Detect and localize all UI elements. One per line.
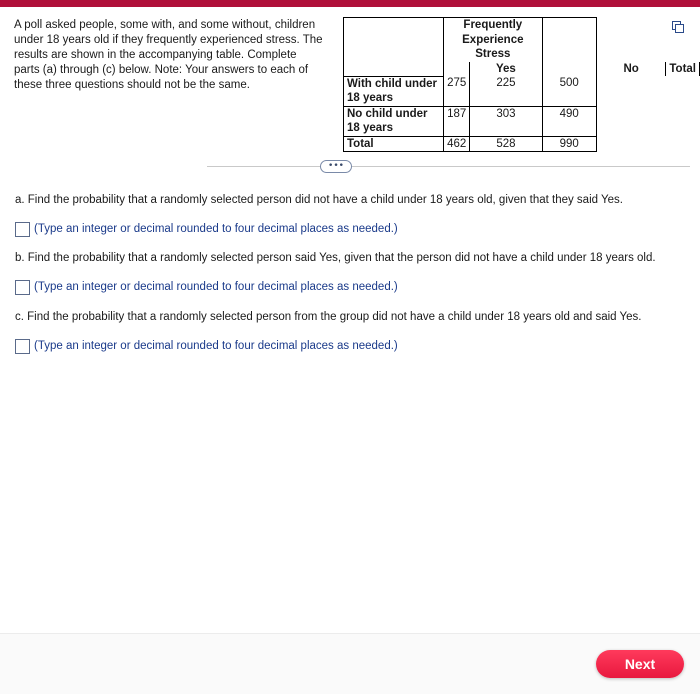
row-label: Total (344, 136, 444, 152)
more-options-button[interactable]: ••• (320, 160, 352, 173)
table-row (344, 106, 700, 136)
problem-line: parts (a) through (c) below. Note: Your answers to each of (14, 64, 309, 76)
problem-statement (14, 18, 340, 93)
cell-total: 500 (542, 76, 596, 106)
row-label: No child under 18 years (344, 106, 444, 136)
row-label: With child under 18 years (344, 76, 444, 106)
cell-yes: 187 (444, 106, 470, 136)
cell-yes: 275 (444, 76, 470, 106)
problem-line: these three questions should not be the same. (14, 79, 250, 91)
next-button[interactable]: Next (596, 650, 684, 678)
question-a: a. Find the probability that a randomly selected person did not have a child under 18 years old, given that they said Yes. (15, 194, 623, 206)
table-row (344, 76, 700, 106)
cell-no: 528 (470, 136, 542, 152)
col-header-total: Total (666, 62, 700, 77)
top-brand-bar (0, 0, 700, 7)
question-b: b. Find the probability that a randomly selected person said Yes, given that the person did not have a child under 18 years old. (15, 252, 656, 264)
answer-input-a[interactable] (15, 222, 30, 237)
table-group-header: Frequently Experience Stress (444, 18, 542, 62)
answer-row-c (15, 337, 398, 355)
cell-yes: 462 (444, 136, 470, 152)
table-corner-cell (344, 18, 444, 77)
answer-input-b[interactable] (15, 280, 30, 295)
col-header-no: No (596, 62, 665, 77)
copy-icon[interactable] (672, 21, 684, 33)
problem-line: results are shown in the accompanying table. Complete (14, 49, 297, 61)
footer-bar (0, 634, 700, 694)
table-row (344, 136, 700, 152)
answer-hint: (Type an integer or decimal rounded to four decimal places as needed.) (34, 223, 398, 235)
answer-row-b (15, 278, 398, 296)
stress-data-table (343, 17, 700, 152)
problem-line: A poll asked people, some with, and some without, children (14, 19, 316, 31)
problem-line: under 18 years old if they frequently experienced stress. The (14, 34, 323, 46)
cell-total: 490 (542, 106, 596, 136)
col-header-yes: Yes (470, 62, 542, 77)
table-total-header-spacer (542, 18, 596, 77)
cell-no: 225 (470, 76, 542, 106)
cell-no: 303 (470, 106, 542, 136)
section-divider (207, 166, 690, 167)
answer-hint: (Type an integer or decimal rounded to four decimal places as needed.) (34, 281, 398, 293)
answer-row-a (15, 220, 398, 238)
answer-hint: (Type an integer or decimal rounded to four decimal places as needed.) (34, 340, 398, 352)
question-c: c. Find the probability that a randomly selected person from the group did not have a child under 18 years old and said Yes. (15, 311, 642, 323)
answer-input-c[interactable] (15, 339, 30, 354)
cell-total: 990 (542, 136, 596, 152)
